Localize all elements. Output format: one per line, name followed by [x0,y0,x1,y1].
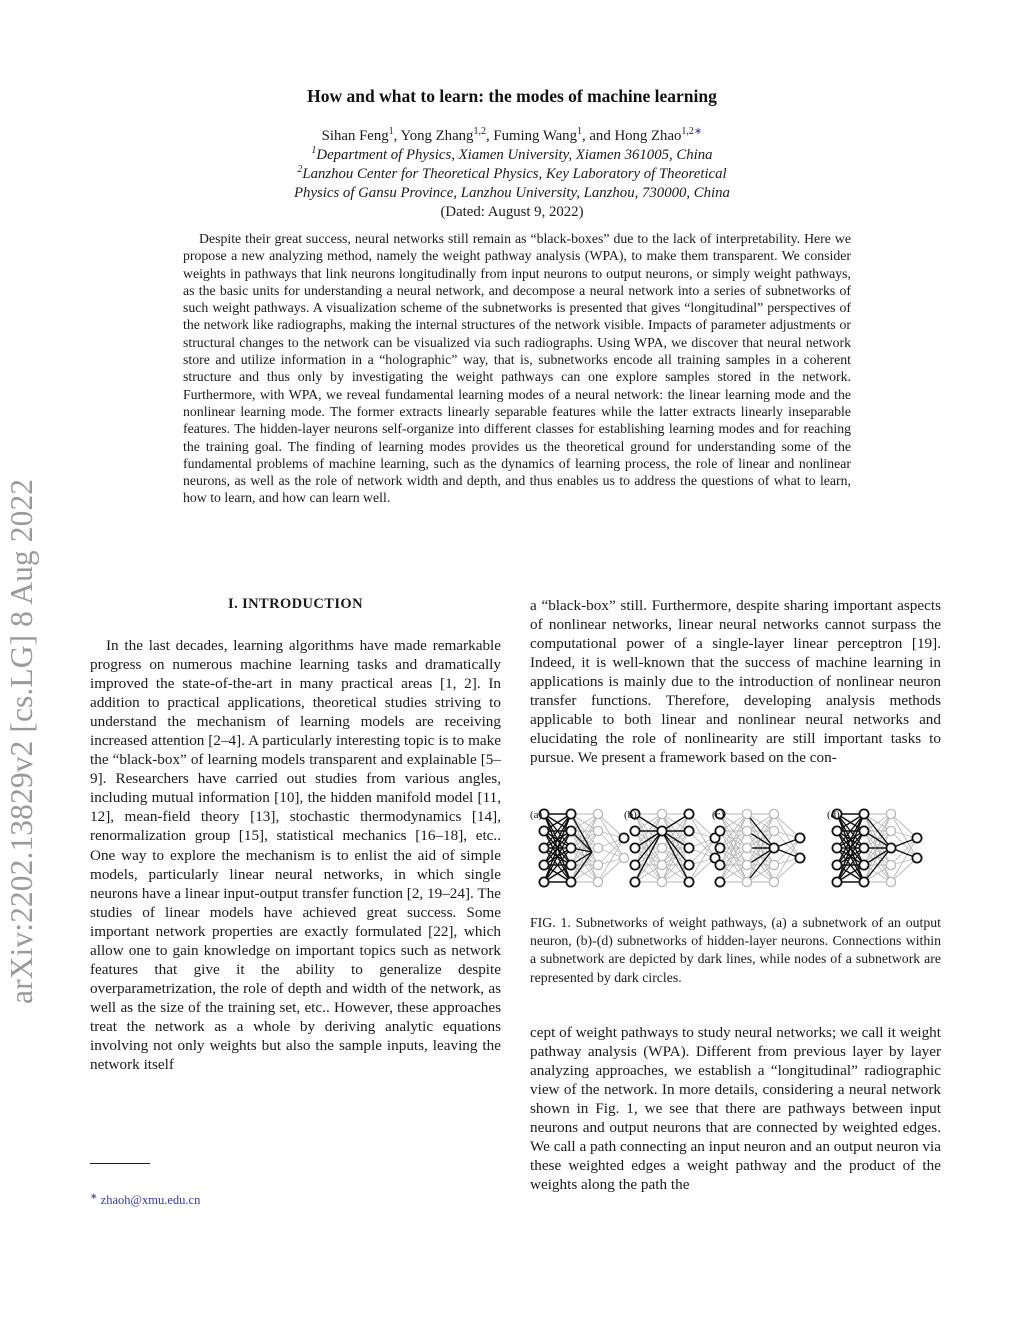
network-node [912,853,921,862]
network-node [715,826,724,835]
author-block [0,127,1024,222]
network-node [684,860,693,869]
network-node [684,843,693,852]
network-node [912,833,921,842]
footnote [90,1190,201,1208]
network-node [832,826,841,835]
panel-label: (b) [624,809,637,821]
network-node [566,860,575,869]
figure-1 [530,804,945,904]
network-node [593,809,602,818]
abstract-text: Despite their great success, neural networks still remain as “black-boxes” due to the lack of interpretability. Here we propose a new analyzing method, namely the weight pathway analysis (WPA), to make them transparent. We consider weights in pathways that link neurons longitudinally from input neurons to output neurons, or simply weight pathways, as the basic units for understanding a neural network, and decompose a neural network into a series of subnetworks of such weight pathways. A visualization scheme of the subnetworks is presented that gives “longitudinal” perspectives of the network like radiographs, making the internal structures of the network visible. Impacts of parameter adjustments or structural changes to the network can be visualized via such radiographs. Using WPA, we discover that neural network store and utilize information in a “holographic” way, that is, subnetworks encode all training samples in a coherent structure and thus only by investigating the weight pathways can one explore samples stored in the network. Furthermore, with WPA, we reveal fundamental learning modes of a neural network: the linear learning mode and the nonlinear learning mode. The former extracts linearly separable features while the latter extracts linearly inseparable features. The hidden-layer neurons self-organize into different classes for establishing learning modes and for reaching the training goal. The finding of learning modes provides us the theoretical ground for understanding some of the fundamental problems of machine learning, such as the dynamics of learning process, the role of linear and nonlinear neurons, as well as the role of network width and depth, and thus enables us to address the questions of what to learn, how to learn, and how can learn well. [183,231,851,506]
network-node [886,860,895,869]
network-node [742,877,751,886]
network-node [566,843,575,852]
author-name: Hong Zhao [614,128,682,144]
network-node [742,826,751,835]
intro-paragraph-continued: a “black-box” still. Furthermore, despite sharing important aspects of nonlinear networks, linear neural networks cannot surpass the computational power of a single-layer linear perceptron [19]. Indeed, it is well-known that the success of machine learning in applications is mainly due to the introduction of nonlinear neuron transfer functions. Therefore, developing analysis methods applicable to both linear and nonlinear neural networks and elucidating the role of nonlinearity are still important tasks to pursue. We present a framework based on the con- [530,597,941,767]
intro-paragraph-2: cept of weight pathways to study neural networks; we call it weight pathway analysis (WPA). Different from previous layer by layer analyzing approaches, we establish a “longitudinal” radiographic view of the network. In more details, considering a neural network shown in Fig. 1, we see that there are pathways between input neurons and output neurons that are connected by weighted edges. We call a path connecting an input neuron and an output neuron via these weighted edges a weight pathway and the product of the weights along the path the [530,1024,941,1194]
network-node [832,877,841,886]
network-node [630,843,639,852]
network-node [657,826,666,835]
section-heading-introduction: I. INTRODUCTION [228,596,363,612]
network-node [742,843,751,852]
paper-title: How and what to learn: the modes of machine learning [307,86,717,106]
author-name: Fuming Wang [493,128,577,144]
figure-1-networks [530,804,945,904]
network-node [684,877,693,886]
author-name: Yong Zhang [400,128,474,144]
network-node [657,843,666,852]
network-node [657,809,666,818]
network-node [566,809,575,818]
network-node [859,877,868,886]
footnote-rule [90,1163,150,1164]
dated-line: (Dated: August 9, 2022) [440,204,584,220]
network-node [684,809,693,818]
panel-label: (d) [827,809,840,821]
network-node [539,826,548,835]
network-node [832,843,841,852]
author-name: Sihan Feng [321,128,389,144]
affiliation-2: $^2$Lanzhou Center for Theoretical Physics, Key Laboratory of Theoretical [297,164,727,182]
arxiv-id: arXiv:2202.13829v2 [cs.LG] 8 Aug 2022 [4,478,39,1004]
arxiv-sidebar-stamp [4,478,52,1004]
intro-paragraph-1: In the last decades, learning algorithms have made remarkable progress on numerous machine learning tasks and dramatically improved the state-of-the-art in many practical areas [1, 2]. In addition to practical applications, theoretical studies striving to understand the mechanism of learning models are receiving increased attention [2–4]. A particularly interesting topic is to make the “black-box” of learning models transparent and explainable [5–9]. Researchers have carried out studies from various angles, including mutual information [10], the hidden manifold model [11, 12], mean-field theory [13], stochastic thermodynamics [14], renormalization group [15], statistical mechanics [16–18], etc.. One way to explore the mechanism is to enlist the aid of simple models, particularly linear neural networks, in which single neurons have a linear input-output transfer function [2, 19–24]. The studies of linear models have achieved great success. Some important network properties are exactly formulated [22], which allow one to gain knowledge on important topics such as network features that give it the ability to generalize despite overparametrization, the role of depth and width of the network, as well as the size of the training set, etc.. However, these approaches treat the network as a whole by deriving analytic equations involving not only weights but also the sample inputs, leaving the network itself [90,637,501,1074]
affiliation-1: $^1$Department of Physics, Xiamen University, Xiamen 361005, China [311,145,713,163]
network-node [630,826,639,835]
network-node [859,809,868,818]
network-node [769,809,778,818]
network-node [742,809,751,818]
network-node [769,877,778,886]
right-column-top [530,596,941,767]
network-node [657,860,666,869]
panel-label: (c) [712,809,725,821]
network-node [593,860,602,869]
network-node [630,877,639,886]
right-column-bottom [530,1023,941,1194]
network-node [657,877,666,886]
network-node [769,826,778,835]
network-node [742,860,751,869]
network-node [619,853,628,862]
abstract [183,230,851,507]
footnote-email[interactable]: zhaoh@xmu.edu.cn [100,1193,201,1207]
network-node [684,826,693,835]
panel-label: (a) [530,809,543,821]
network-node [715,843,724,852]
network-node [886,843,895,852]
network-node [795,853,804,862]
network-node [859,860,868,869]
network-node [593,843,602,852]
author-list: Sihan Feng$^1$, Yong Zhang$^{1,2}$, Fuming Wang$^1$, and Hong Zhao$^{1,2∗}$ [321,126,703,144]
footnote-mark: ∗ [90,1190,98,1201]
network-node [593,877,602,886]
network-node [859,843,868,852]
network-node [566,826,575,835]
network-node [630,860,639,869]
network-node [859,826,868,835]
corresponding-mark[interactable]: ∗ [693,126,703,138]
network-node [769,843,778,852]
network-node [886,877,895,886]
network-node [715,860,724,869]
network-node [832,860,841,869]
network-node [539,860,548,869]
network-node [769,860,778,869]
figure-1-caption: FIG. 1. Subnetworks of weight pathways, (a) a subnetwork of an output neuron, (b)-(d) subnetworks of hidden-layer neurons. Connections within a subnetwork are depicted by dark lines, while nodes of a subnetwork are represented by dark circles. [530,915,941,985]
left-column [90,636,501,1074]
network-node [886,809,895,818]
network-node [539,877,548,886]
network-node [566,877,575,886]
network-node [795,833,804,842]
network-node [593,826,602,835]
network-node [539,843,548,852]
network-node [886,826,895,835]
network-node [715,877,724,886]
network-node [619,833,628,842]
affiliation-2-continued: Physics of Gansu Province, Lanzhou University, Lanzhou, 730000, China [294,185,730,201]
